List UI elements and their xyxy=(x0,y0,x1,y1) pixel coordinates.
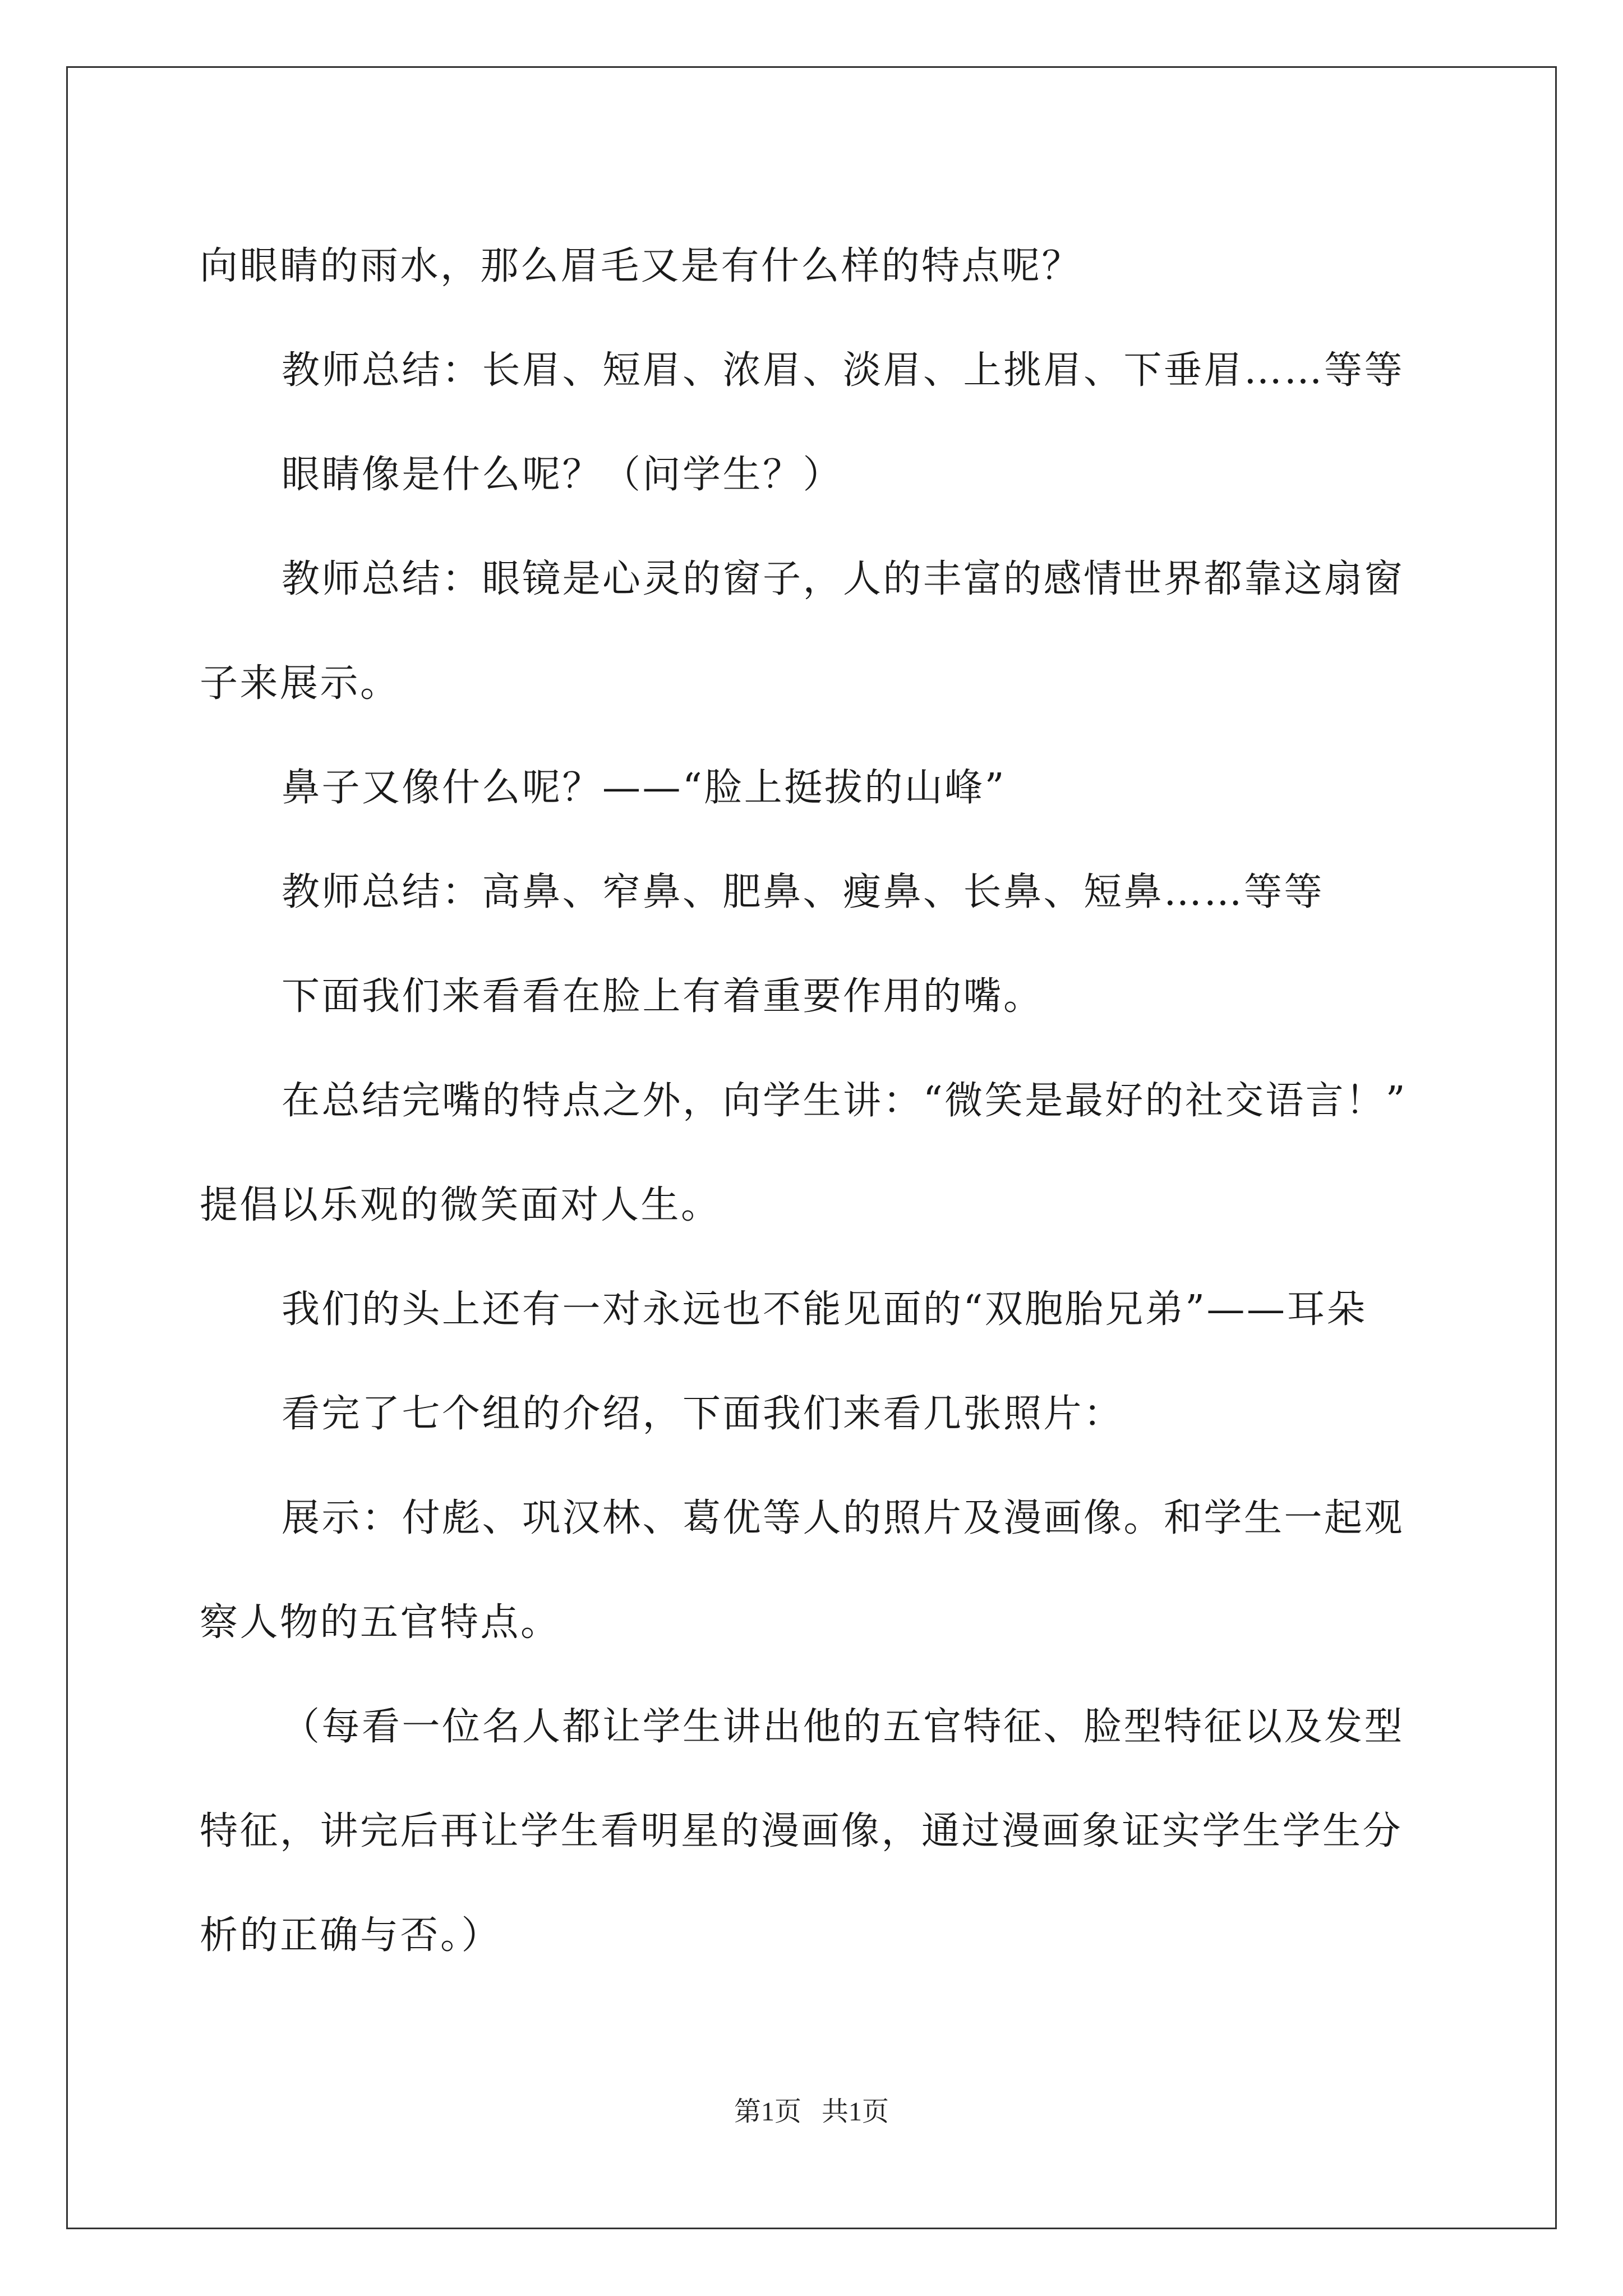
text-line: 析的正确与否。） xyxy=(200,1913,502,1958)
text-line: 子来展示。 xyxy=(200,661,400,706)
text-line: 看完了七个组的介绍，下面我们来看几张照片： xyxy=(282,1392,1124,1436)
document-body xyxy=(200,214,1433,1988)
text-line: 向眼睛的雨水，那么眉毛又是有什么样的特点呢？ xyxy=(200,244,1082,288)
text-line: 教师总结：长眉、短眉、浓眉、淡眉、上挑眉、下垂眉……等等 xyxy=(282,348,1405,393)
text-line: 提倡以乐观的微笑面对人生。 xyxy=(200,1183,721,1227)
text-line: 教师总结：高鼻、窄鼻、肥鼻、瘦鼻、长鼻、短鼻……等等 xyxy=(282,870,1325,914)
text-line: 鼻子又像什么呢？——“脸上挺拔的山峰” xyxy=(282,766,1007,810)
text-line: （每看一位名人都让学生讲出他的五官特征、脸型特征以及发型 xyxy=(282,1705,1405,1749)
page-number-footer: 第1页 共1页 xyxy=(734,2097,889,2127)
text-line: 下面我们来看看在脸上有着重要作用的嘴。 xyxy=(282,974,1044,1019)
text-line: 特征，讲完后再让学生看明星的漫画像，通过漫画象证实学生学生分 xyxy=(200,1809,1403,1853)
text-line: 我们的头上还有一对永远也不能见面的“双胞胎兄弟”——耳朵 xyxy=(282,1287,1367,1332)
text-line: 察人物的五官特点。 xyxy=(200,1600,561,1645)
text-line: 在总结完嘴的特点之外，向学生讲：“微笑是最好的社交语言！” xyxy=(282,1079,1408,1123)
text-line: 展示：付彪、巩汉林、葛优等人的照片及漫画像。和学生一起观 xyxy=(282,1496,1405,1540)
text-line: 眼睛像是什么呢？（问学生？） xyxy=(282,453,843,497)
text-line: 教师总结：眼镜是心灵的窗子，人的丰富的感情世界都靠这扇窗 xyxy=(282,557,1405,601)
